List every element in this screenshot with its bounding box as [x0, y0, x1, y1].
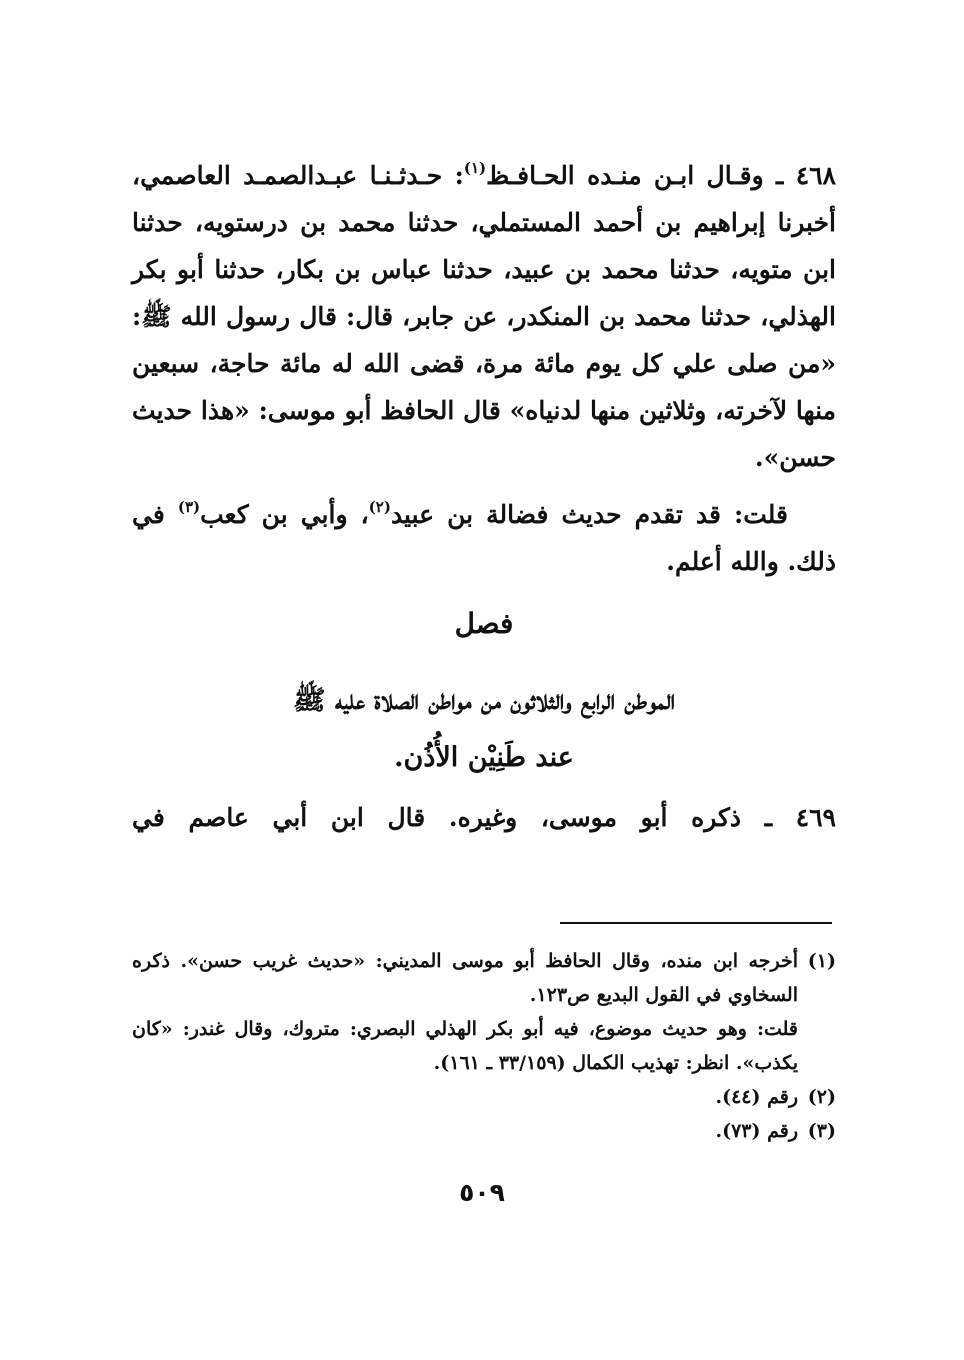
qult-text-a: قلت: قد تقدم حديث فضالة بن عبيد [390, 500, 788, 529]
footnote-3-text: رقم (٧٣). [715, 1120, 798, 1142]
qult-text-c: في ذلك. والله أعلم. [132, 500, 836, 576]
footnote-ref-1[interactable]: (١) [463, 158, 487, 177]
footnote-2-text: رقم (٤٤). [715, 1086, 798, 1108]
paragraph-qult [132, 491, 836, 585]
paragraph-469: ٤٦٩ ـ ذكره أبو موسى، وغيره. قال ابن أبي عاصم في [132, 803, 836, 832]
qult-text-b: ، وأبي بن كعب [200, 500, 369, 529]
section-heading [132, 672, 836, 786]
footnote-1 [132, 944, 836, 1012]
paragraph-468 [132, 152, 836, 481]
footnote-1-text: أخرجه ابن منده، وقال الحافظ أبو موسى المديني: «حديث غريب حسن». ذكره السخاوي في القول البديع ص١٢٣. [132, 950, 798, 1006]
footnote-ref-2[interactable]: (٢) [368, 497, 391, 516]
footnotes [132, 944, 836, 1148]
footnote-divider [560, 922, 832, 924]
heading-line-1: الموطن الرابع والثلاثون من مواطن الصلاة عليه ﷺ [292, 685, 676, 716]
footnote-2 [132, 1080, 836, 1114]
footnote-1-number: (١) [807, 950, 836, 972]
footnote-3-number: (٣) [807, 1120, 836, 1142]
footnote-1-continuation: قلت: وهو حديث موضوع، فيه أبو بكر الهذلي البصري: متروك، وقال غندر: «كان يكذب». انظر: تهذيب الكمال (٣٣/١٥٩ ـ ١٦١). [132, 1018, 798, 1074]
hadith-number: ٤٦٨ ـ [776, 161, 836, 190]
footnote-2-number: (٢) [807, 1086, 836, 1108]
hadith-text-body: : حـدثـنـا عبـدالصمـد العاصمي، أخبرنا إبراهيم بن أحمد المستملي، حدثنا محمد بن درستويه، حدثنا ابن متويه، حدثنا محمد بن عبيد، حدثنا عباس بن بكار، حدثنا أبو بكر الهذلي، حدثنا محمد بن المنكدر، عن جابر، قال: قال رسول الله ﷺ: «من صلى علي كل يوم مائة مرة، قضى الله له مائة حاجة، سبعين منها لآخرته، وثلاثين منها لدنياه» قال الحافظ أبو موسى: «هذا حديث حسن». [132, 161, 836, 472]
page-number: ٥٠٩ [459, 1178, 505, 1207]
footnote-3 [132, 1114, 836, 1148]
footnote-ref-3[interactable]: (٣) [177, 497, 201, 516]
heading-line-2: عند طَنِيْن الأُذُن. [394, 742, 574, 773]
hadith-text-start: وقـال ابـن منـده الحـافـظ [486, 161, 764, 190]
section-title: فصل [454, 607, 514, 640]
main-text [132, 152, 836, 585]
